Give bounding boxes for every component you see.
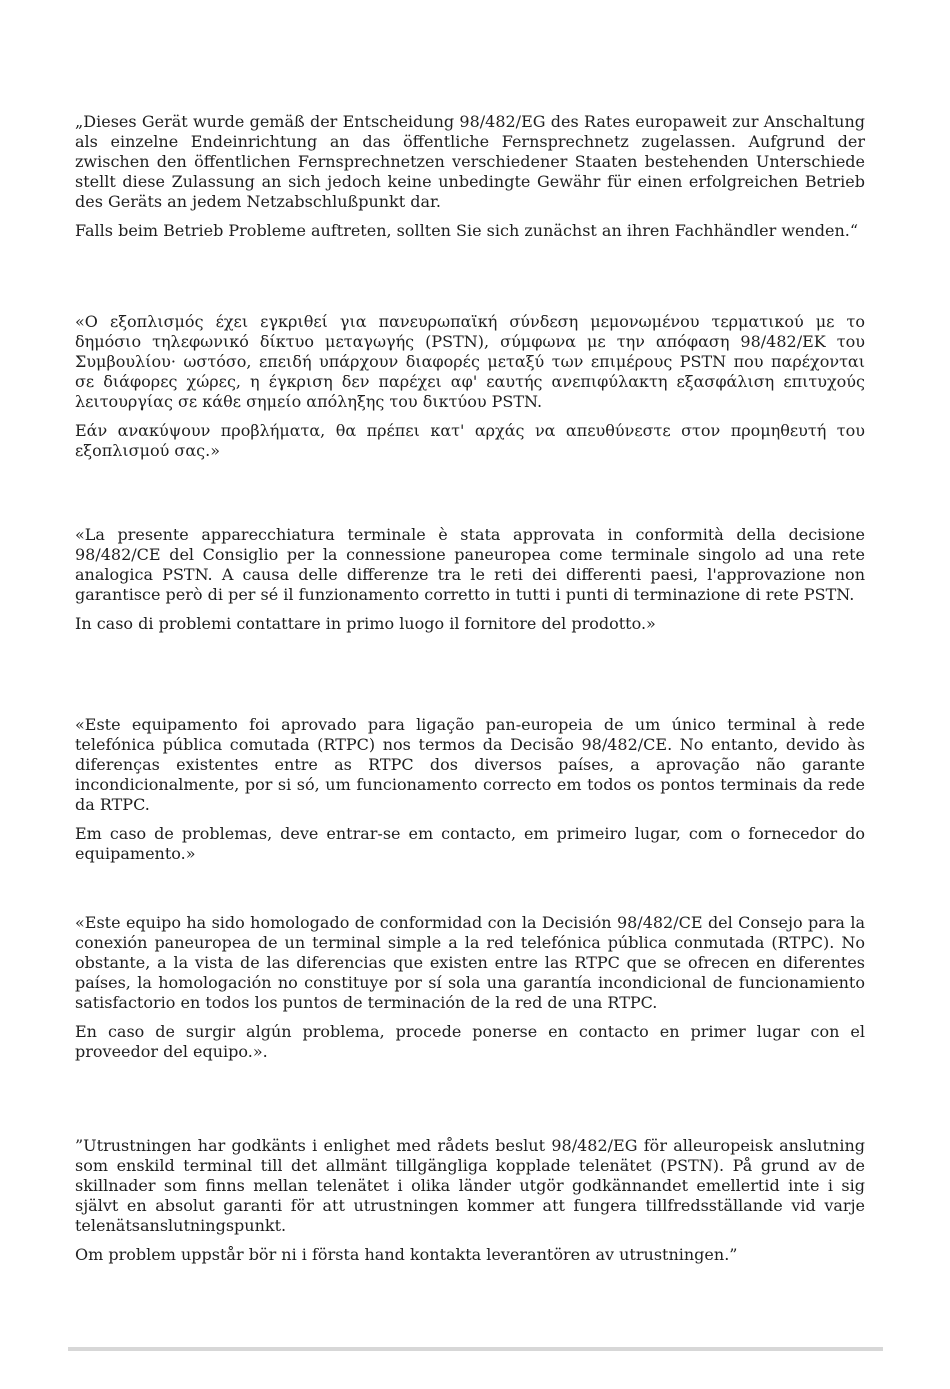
declaration-paragraph: Falls beim Betrieb Probleme auftreten, sollten Sie sich zunächst an ihren Fachhändler wenden.“	[75, 221, 859, 240]
declaration-paragraph: «La presente apparecchiatura terminale è stata approvata in conformità della decisione 98/482/CE del Consiglio per la connessione paneuropea come terminale singolo ad una rete analogica PSTN. A causa delle differenze tra le reti dei differenti paesi, l'approvazione non garantisce però di per sé il funzionamento corretto in tutti i punti di terminazione di rete PSTN.	[75, 525, 865, 604]
declaration-paragraph: «Ο εξοπλισμός έχει εγκριθεί για πανευρωπαϊκή σύνδεση μεμονωμένου τερματικού με το δημόσιο τηλεφωνικό δίκτυο μεταγωγής (PSTN), σύμφωνα με την απόφαση 98/482/ΕΚ του Συμβουλίου· ωστόσο, επειδή υπάρχουν διαφορές μεταξύ των επιμέρους PSTN που παρέχονται σε διάφορες χώρες, η έγκριση δεν παρέχει αφ' εαυτής ανεπιφύλακτη εξασφάλιση επιτυχούς λειτουργίας σε κάθε σημείο απόληξης του δικτύου PSTN.	[75, 312, 865, 411]
declaration-paragraph: „Dieses Gerät wurde gemäß der Entscheidung 98/482/EG des Rates europaweit zur Anschaltung als einzelne Endeinrichtung an das öffentliche Fernsprechnetz zugelassen. Aufgrund der zwischen den öffentlichen Fernsprechnetzen verschiedener Staaten bestehenden Unterschiede stellt diese Zulassung an sich jedoch keine unbedingte Gewähr für einen erfolgreichen Betrieb des Geräts an jedem Netzabschlußpunkt dar.	[75, 112, 865, 211]
declaration-paragraph: Em caso de problemas, deve entrar-se em contacto, em primeiro lugar, com o fornecedor do equipamento.»	[75, 824, 865, 863]
declaration-greek	[75, 312, 865, 470]
declaration-paragraph: Om problem uppstår bör ni i första hand kontakta leverantören av utrustningen.”	[75, 1245, 738, 1264]
declaration-spanish	[75, 913, 865, 1071]
declaration-paragraph: Εάν ανακύψουν προβλήματα, θα πρέπει κατ' αρχάς να απευθύνεστε στον προμηθευτή του εξοπλισμού σας.»	[75, 421, 865, 460]
declaration-swedish	[75, 1136, 865, 1274]
footer-divider	[68, 1347, 883, 1351]
declaration-paragraph: En caso de surgir algún problema, procede ponerse en contacto en primer lugar con el proveedor del equipo.».	[75, 1022, 865, 1061]
declaration-italian	[75, 525, 865, 643]
declaration-paragraph: «Este equipamento foi aprovado para ligação pan-europeia de um único terminal à rede telefónica pública comutada (RTPC) nos termos da Decisão 98/482/CE. No entanto, devido às diferenças existentes entre as RTPC dos diversos países, a aprovação não garante incondicionalmente, por si só, um funcionamento correcto em todos os pontos terminais da rede da RTPC.	[75, 715, 865, 814]
declaration-paragraph: ”Utrustningen har godkänts i enlighet med rådets beslut 98/482/EG för alleuropeisk anslutning som enskild terminal till det allmänt tillgängliga kopplade telenätet (PSTN). På grund av de skillnader som finns mellan telenätet i olika länder utgör godkännandet emellertid inte i sig självt en absolut garanti för att utrustningen kommer att fungera tillfredsställande vid varje telenätsanslutningspunkt.	[75, 1136, 865, 1235]
declaration-portuguese	[75, 715, 865, 873]
declaration-paragraph: In caso di problemi contattare in primo luogo il fornitore del prodotto.»	[75, 614, 656, 633]
declaration-paragraph: «Este equipo ha sido homologado de conformidad con la Decisión 98/482/CE del Consejo para la conexión paneuropea de un terminal simple a la red telefónica pública conmutada (RTPC). No obstante, a la vista de las diferencias que existen entre las RTPC que se ofrecen en diferentes países, la homologación no constituye por sí sola una garantía incondicional de funcionamiento satisfactorio en todos los puntos de terminación de la red de una RTPC.	[75, 913, 865, 1012]
declaration-german	[75, 112, 865, 250]
